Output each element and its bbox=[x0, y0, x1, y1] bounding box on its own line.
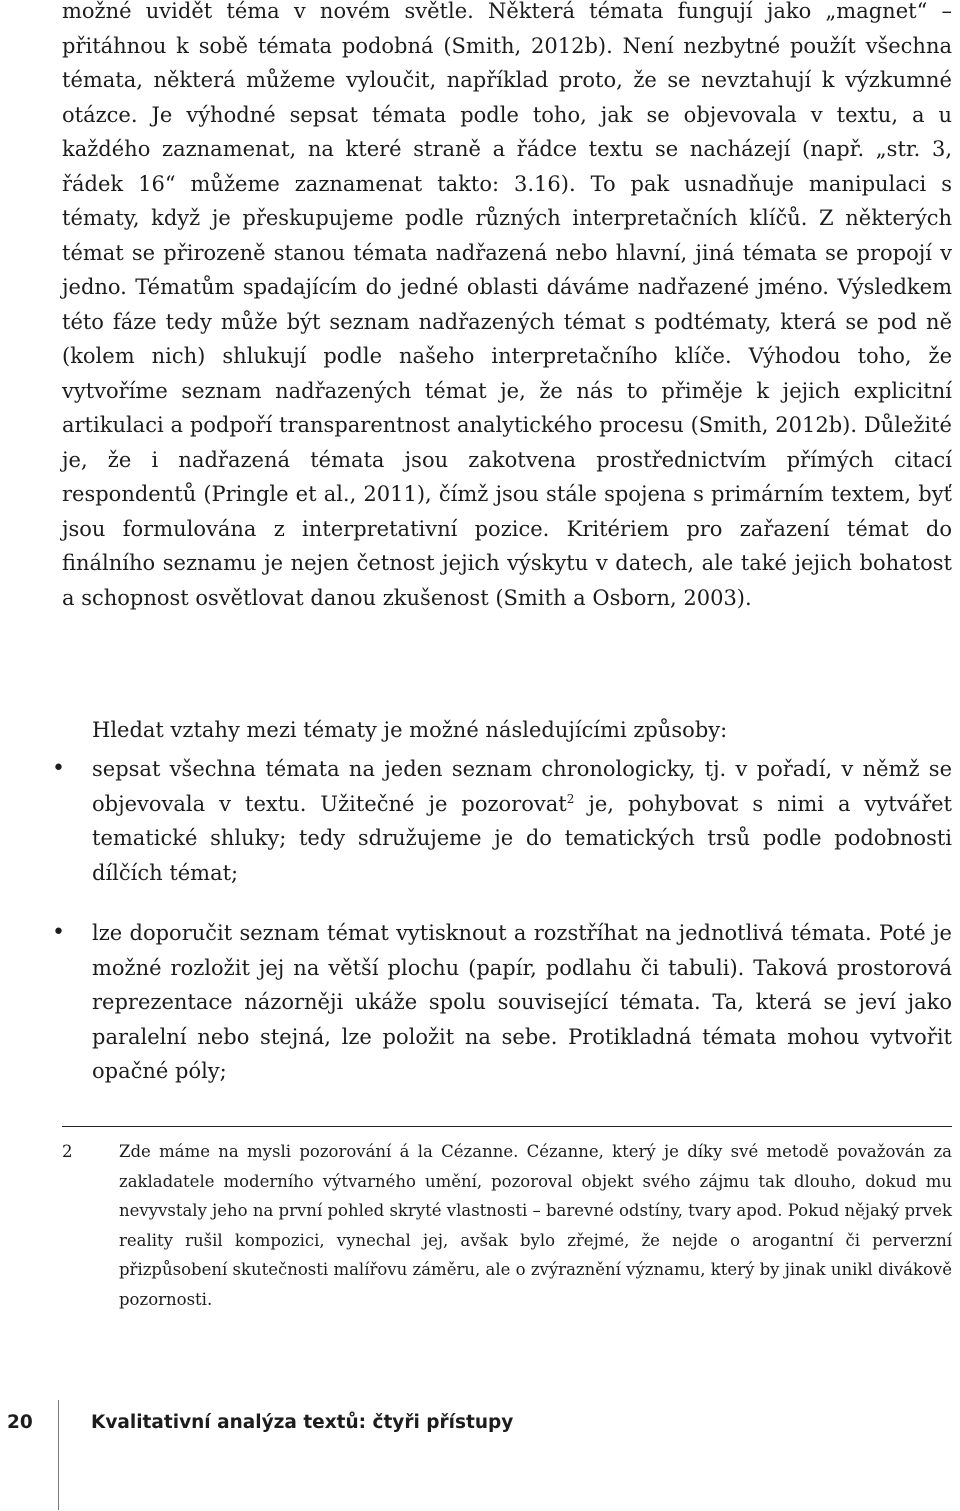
footnote bbox=[62, 1137, 952, 1315]
bullet-text: sepsat všechna témata na jeden seznam chronologicky, tj. v pořadí, v němž se objevovala v textu. Užitečné je pozorovat bbox=[92, 757, 952, 816]
body-paragraph: možné uvidět téma v novém světle. Některá témata fungují jako „magnet“ – přitáhnou k sobě témata podobná (Smith, 2012b). Není nezbytné použít všechna témata, některá můžeme vyloučit, například proto, že se nevztahují k výzkumné otázce. Je výhodné sepsat témata podle toho, jak se objevovala v textu, a u každého zaznamenat, na které straně a řádce textu se nacházejí (např. „str. 3, řádek 16“ můžeme zaznamenat takto: 3.16). To pak usnadňuje manipulaci s tématy, když je přeskupujeme podle různých interpretačních klíčů. Z některých témat se přirozeně stanou témata nadřazená nebo hlavní, jiná témata se propojí v jedno. Tématům spadajícím do jedné oblasti dáváme nadřazené jméno. Výsledkem této fáze tedy může být seznam nadřazených témat s podtématy, která se pod ně (kolem nich) shlukují podle našeho interpretačního klíče. Výhodou toho, že vytvoříme seznam nadřazených témat je, že nás to přiměje k jejich explicitní artikulaci a podpoří transparentnost analytického procesu (Smith, 2012b). Důležité je, že i nadřazená témata jsou zakotvena prostřednictvím přímých citací respondentů (Pringle et al., 2011), čímž jsou stále spojena s primárním textem, byť jsou formulována z interpretativní pozice. Kritériem pro zařazení témat do finálního seznamu je nejen četnost jejich výskytu v datech, ale také jejich bohatost a schopnost osvětlovat danou zkušenost (Smith a Osborn, 2003). bbox=[62, 0, 952, 610]
running-title: Kvalitativní analýza textů: čtyři přístupy bbox=[91, 1412, 514, 1433]
bullet-text-continued: je, pohybovat s nimi a vytvářet tematické shluky; tedy sdružujeme je do tematických trsů podle podobnosti dílčích témat; bbox=[92, 791, 952, 885]
page-number: 20 bbox=[7, 1412, 33, 1433]
bullet-item-pozorovat bbox=[52, 752, 952, 890]
footnote-reference[interactable]: 2 bbox=[566, 791, 575, 806]
footnote-text: Zde máme na mysli pozorování á la Cézanne. Cézanne, který je díky své metodě považován za zakladatele moderního výtvarného umění, pozoroval objekt svého zájmu tak dlouho, dokud mu nevyvstaly jeho na první pohled skryté vlastnosti – barevné odstíny, tvary apod. Pokud nějaký prvek reality rušil kompozici, vynechal jej, avšak bylo zřejmé, že nejde o arogantní či perverzní přizpůsobení skutečnosti malířovu záměru, ale o zvýraznění významu, který by jinak unikl divákově pozornosti. bbox=[119, 1142, 952, 1309]
footnote-divider bbox=[62, 1126, 952, 1127]
bullet-icon: • bbox=[52, 920, 65, 945]
list-intro: Hledat vztahy mezi tématy je možné následujícími způsoby: bbox=[92, 718, 728, 742]
bullet-list bbox=[52, 752, 952, 1115]
bullet-text: lze doporučit seznam témat vytisknout a rozstříhat na jednotlivá témata. Poté je možné rozložit jej na větší plochu (papír, podlahu či tabuli). Taková prostorová reprezentace názorněji ukáže spolu související témata. Ta, která se jeví jako paralelní nebo stejná, lze položit na sebe. Protikladná témata mohou vytvořit opačné póly; bbox=[92, 921, 952, 1083]
footnote-number: 2 bbox=[62, 1142, 73, 1161]
footer-divider bbox=[58, 1400, 59, 1510]
bullet-icon: • bbox=[52, 756, 65, 781]
page-footer bbox=[0, 1412, 960, 1442]
bullet-item-vytisknout bbox=[52, 916, 952, 1089]
